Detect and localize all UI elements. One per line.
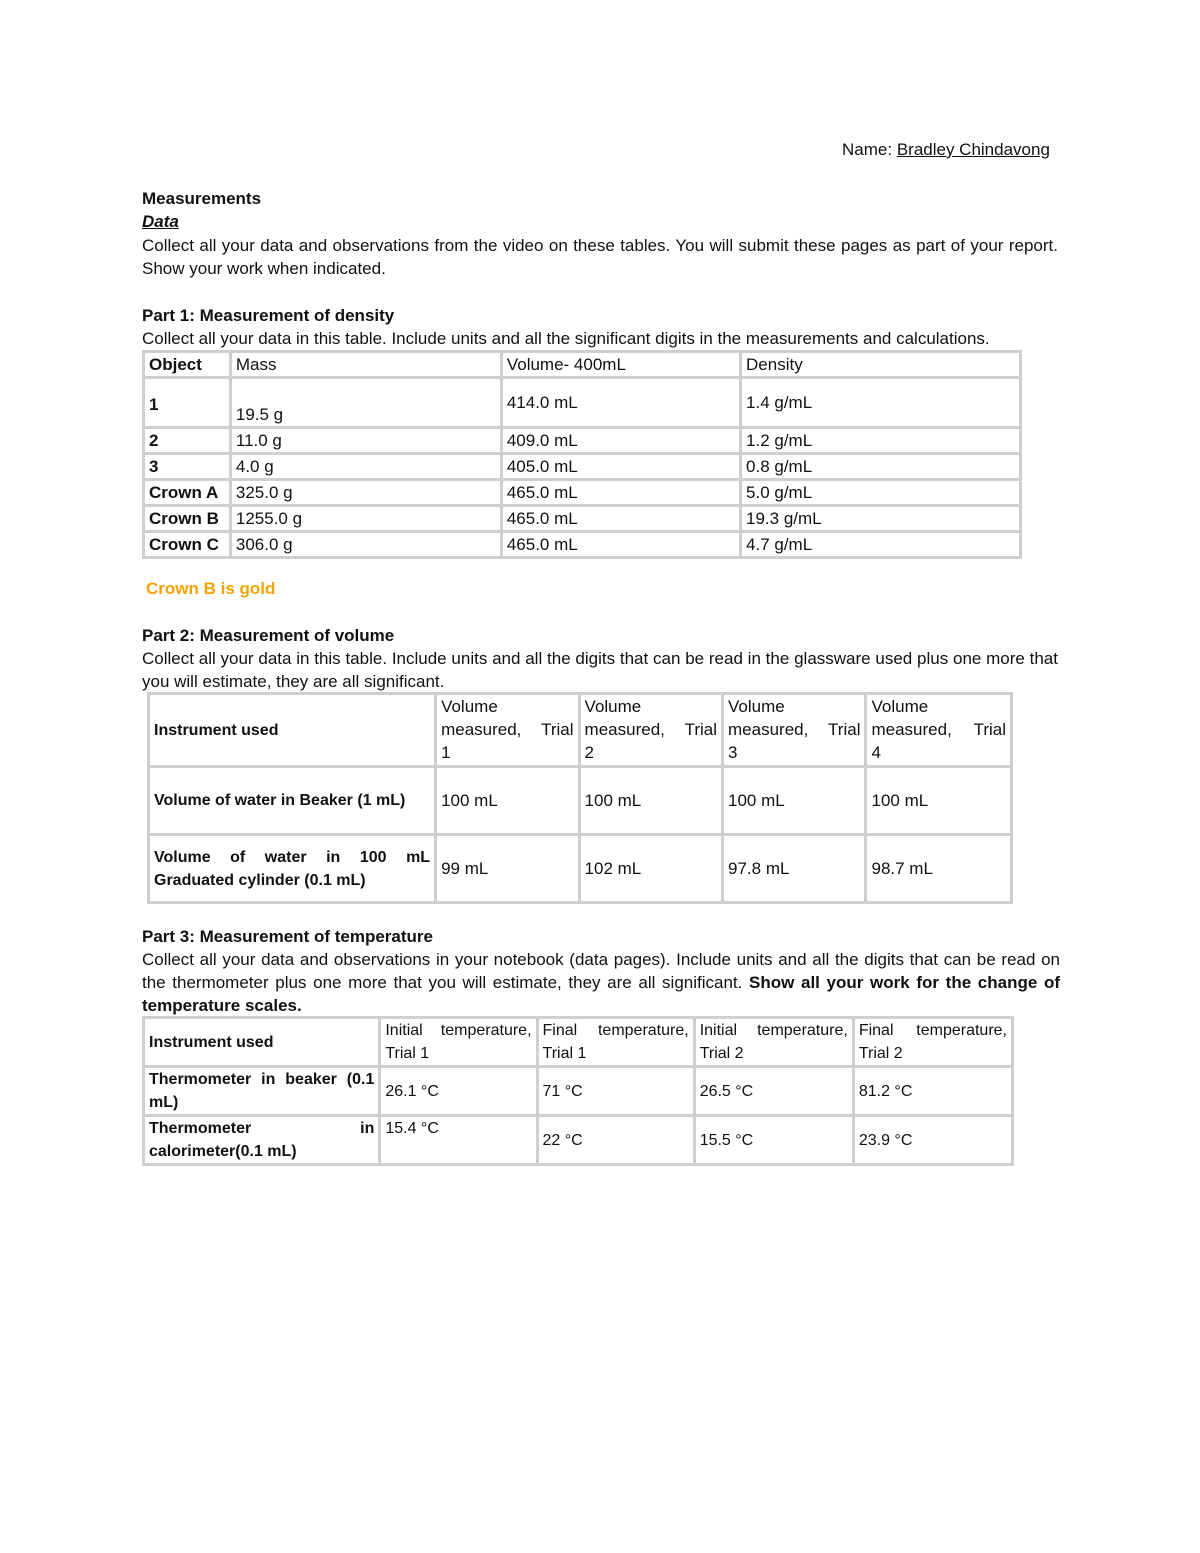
value-cell: 71 °C (537, 1067, 694, 1116)
column-header-initial-trial-1 (380, 1018, 537, 1067)
value-cell: 100 mL (723, 767, 866, 835)
value-cell: 26.5 °C (694, 1067, 853, 1116)
instrument-line: mL) (149, 1094, 179, 1111)
table-row (144, 1067, 1013, 1116)
column-header-final-trial-1 (537, 1018, 694, 1067)
object-cell: Crown B (144, 506, 231, 532)
density-cell: 1.2 g/mL (741, 428, 1021, 454)
measurements-heading: Measurements (142, 189, 262, 208)
volume-table-header (149, 694, 1012, 767)
instrument-cell (144, 1067, 380, 1116)
table-row (144, 480, 1021, 506)
value-cell: 98.7 mL (866, 835, 1012, 903)
instrument-cell (149, 835, 436, 903)
value-cell: 15.4 °C (380, 1116, 537, 1165)
part3-instructions-text: Collect all your data and observations in your notebook (data pages). Include units and all the digits that can be read on the thermometer plus one more that you will estimate, they are all significant. (142, 950, 1060, 992)
header-line: Volume (441, 697, 498, 716)
table-row (149, 835, 1012, 903)
table-row (144, 428, 1021, 454)
instrument-cell (144, 1116, 380, 1165)
part3-instructions (142, 948, 1060, 1017)
header-line: Trial 1 (542, 1045, 587, 1062)
value-cell: 81.2 °C (853, 1067, 1012, 1116)
temperature-table (142, 1016, 1014, 1166)
header-line: Initial temperature, (385, 1022, 532, 1039)
header-line: 4 (871, 743, 881, 762)
density-cell: 0.8 g/mL (741, 454, 1021, 480)
mass-cell: 306.0 g (230, 532, 501, 558)
header-line: measured, Trial (871, 720, 1006, 739)
density-table-header (144, 352, 1021, 378)
column-header-instrument: Instrument used (144, 1018, 380, 1067)
density-table (142, 350, 1022, 559)
value-cell: 102 mL (579, 835, 722, 903)
column-header-density: Density (741, 352, 1021, 378)
header-line: Initial temperature, (699, 1022, 848, 1039)
column-header-initial-trial-2 (694, 1018, 853, 1067)
value-cell: 15.5 °C (694, 1116, 853, 1165)
header-line: 3 (728, 743, 738, 762)
volume-cell: 414.0 mL (501, 378, 740, 428)
volume-table (147, 692, 1013, 904)
part2-instructions: Collect all your data in this table. Include units and all the digits that can be read in the glassware used plus one more that you will estimate, they are all significant. (142, 649, 1058, 691)
instrument-line: Thermometer in beaker (0.1 (149, 1071, 375, 1088)
object-cell: Crown C (144, 532, 231, 558)
header-line: Volume (728, 697, 785, 716)
header-line: Volume (871, 697, 929, 716)
column-header-final-trial-2 (853, 1018, 1012, 1067)
volume-cell: 405.0 mL (501, 454, 740, 480)
mass-cell: 11.0 g (230, 428, 501, 454)
instrument-line: Thermometer in (149, 1120, 375, 1137)
table-row (144, 1116, 1013, 1165)
student-name: Bradley Chindavong (896, 140, 1050, 159)
density-cell: 19.3 g/mL (741, 506, 1021, 532)
intro-text: Collect all your data and observations from the video on these tables. You will submit these pages as part of your report. Show your work when indicated. (142, 236, 1058, 278)
mass-cell: 4.0 g (230, 454, 501, 480)
table-row (144, 506, 1021, 532)
part3-heading: Part 3: Measurement of temperature (142, 927, 433, 946)
table-row (144, 378, 1021, 428)
data-subheading: Data (142, 212, 179, 231)
header-line: measured, Trial (441, 720, 574, 739)
instrument-line: Volume of water in Beaker (1 mL) (154, 792, 406, 809)
part3-instructions-bold: Show all your work for the change of temperature scales. (142, 973, 1061, 1015)
header-line: 1 (441, 743, 451, 762)
value-cell: 26.1 °C (380, 1067, 537, 1116)
density-cell: 5.0 g/mL (741, 480, 1021, 506)
volume-cell: 465.0 mL (501, 506, 740, 532)
table-row (144, 454, 1021, 480)
crown-conclusion: Crown B is gold (146, 579, 276, 598)
object-cell: 3 (144, 454, 231, 480)
table-row (144, 532, 1021, 558)
column-header-mass: Mass (230, 352, 501, 378)
value-cell: 100 mL (579, 767, 722, 835)
value-cell: 97.8 mL (723, 835, 866, 903)
part2-heading: Part 2: Measurement of volume (142, 626, 395, 645)
instrument-line: calorimeter(0.1 mL) (149, 1143, 297, 1160)
column-header-trial-1 (436, 694, 579, 767)
volume-cell: 465.0 mL (501, 532, 740, 558)
header-line: Volume (584, 697, 642, 716)
header-line: measured, Trial (584, 720, 718, 739)
object-cell: Crown A (144, 480, 231, 506)
header-line: Trial 2 (858, 1045, 903, 1062)
name-label: Name: (842, 140, 893, 159)
object-cell: 1 (144, 378, 231, 428)
column-header-instrument: Instrument used (149, 694, 436, 767)
value-cell: 99 mL (436, 835, 579, 903)
column-header-trial-3 (723, 694, 866, 767)
column-header-object: Object (144, 352, 231, 378)
object-cell: 2 (144, 428, 231, 454)
header-line: Trial 1 (385, 1045, 430, 1062)
instrument-line: Volume of water in 100 mL (154, 848, 431, 866)
instrument-cell (149, 767, 436, 835)
volume-cell: 409.0 mL (501, 428, 740, 454)
density-cell: 1.4 g/mL (741, 378, 1021, 428)
part1-heading: Part 1: Measurement of density (142, 306, 395, 325)
mass-cell: 1255.0 g (230, 506, 501, 532)
value-cell: 100 mL (436, 767, 579, 835)
header-line: measured, Trial (728, 720, 861, 739)
header-line: Final temperature, (542, 1022, 689, 1039)
part1-instructions: Collect all your data in this table. Include units and all the significant digits in the measurements and calculations. (142, 329, 990, 348)
header-line: Trial 2 (699, 1045, 744, 1062)
density-cell: 4.7 g/mL (741, 532, 1021, 558)
volume-cell: 465.0 mL (501, 480, 740, 506)
temperature-table-header (144, 1018, 1013, 1067)
table-row (149, 767, 1012, 835)
mass-cell: 325.0 g (230, 480, 501, 506)
column-header-trial-2 (579, 694, 722, 767)
mass-cell: 19.5 g (230, 378, 501, 428)
instrument-line: Graduated cylinder (0.1 mL) (154, 871, 366, 889)
header-line: 2 (584, 743, 595, 762)
header-line: Final temperature, (858, 1022, 1007, 1039)
name-line (842, 140, 1050, 160)
value-cell: 100 mL (866, 767, 1012, 835)
column-header-volume: Volume- 400mL (501, 352, 740, 378)
value-cell: 22 °C (537, 1116, 694, 1165)
value-cell: 23.9 °C (853, 1116, 1012, 1165)
column-header-trial-4 (866, 694, 1012, 767)
